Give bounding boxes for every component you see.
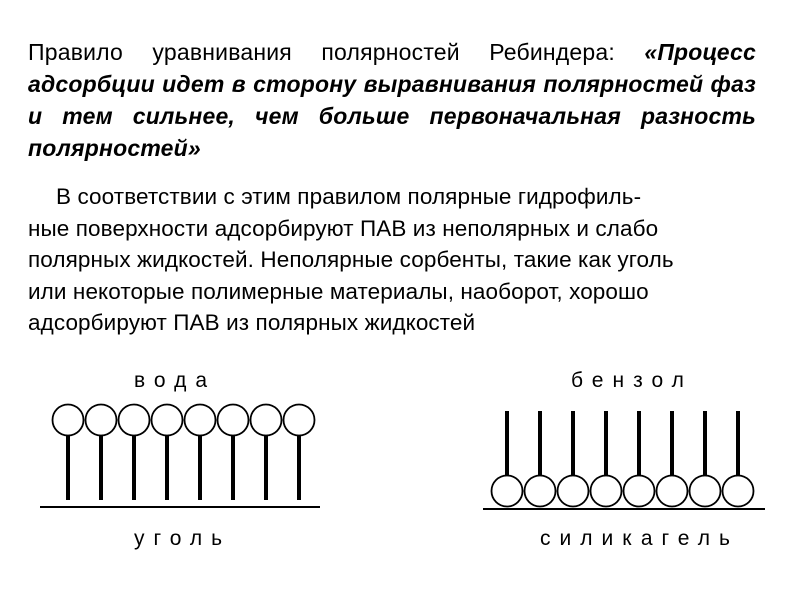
explanation-line: полярных жидкостей. Неполярные сорбенты, такие как уголь [28, 247, 674, 272]
molecule-head [492, 476, 523, 507]
molecule-head [251, 405, 282, 436]
silica-gel-label: силикагель [540, 527, 739, 550]
rule-title: Правило уравнивания полярностей Ребиндера: [28, 39, 645, 65]
molecule-head [624, 476, 655, 507]
benzene-silica-diagram [483, 369, 765, 550]
coal-label: уголь [134, 527, 232, 550]
molecule-head [86, 405, 117, 436]
molecule-head [591, 476, 622, 507]
water-coal-diagram [40, 369, 320, 550]
rebinder-rule-statement [28, 36, 756, 164]
molecule-head [284, 405, 315, 436]
explanation-line: или некоторые полимерные материалы, наоборот, хорошо [28, 278, 649, 304]
explanation-line: ные поверхности адсорбируют ПАВ из неполярных и слабо [28, 215, 659, 241]
explanation-paragraph [28, 181, 768, 339]
molecule-head [558, 476, 589, 507]
molecule-head [723, 476, 754, 507]
molecule-head [525, 476, 556, 507]
explanation-line: В соответствии с этим правилом полярные гидрофиль- [56, 184, 642, 209]
water-label: вода [134, 369, 217, 392]
molecule-head [657, 476, 688, 507]
molecule-head [152, 405, 183, 436]
molecule-head [53, 405, 84, 436]
explanation-line: адсорбируют ПАВ из полярных жидкостей [28, 310, 476, 335]
molecule-head [119, 405, 150, 436]
surfactant-molecules-left [53, 405, 315, 501]
benzene-label: бензол [571, 369, 693, 392]
molecule-head [185, 405, 216, 436]
rule-quote: «Процесс адсорбции идет в сторону выравнивания полярностей фаз и тем сильнее, чем больше первоначальная разность полярностей» [28, 39, 756, 161]
surfactant-molecules-right [492, 411, 754, 507]
adsorption-diagrams [0, 360, 800, 590]
molecule-head [690, 476, 721, 507]
molecule-head [218, 405, 249, 436]
